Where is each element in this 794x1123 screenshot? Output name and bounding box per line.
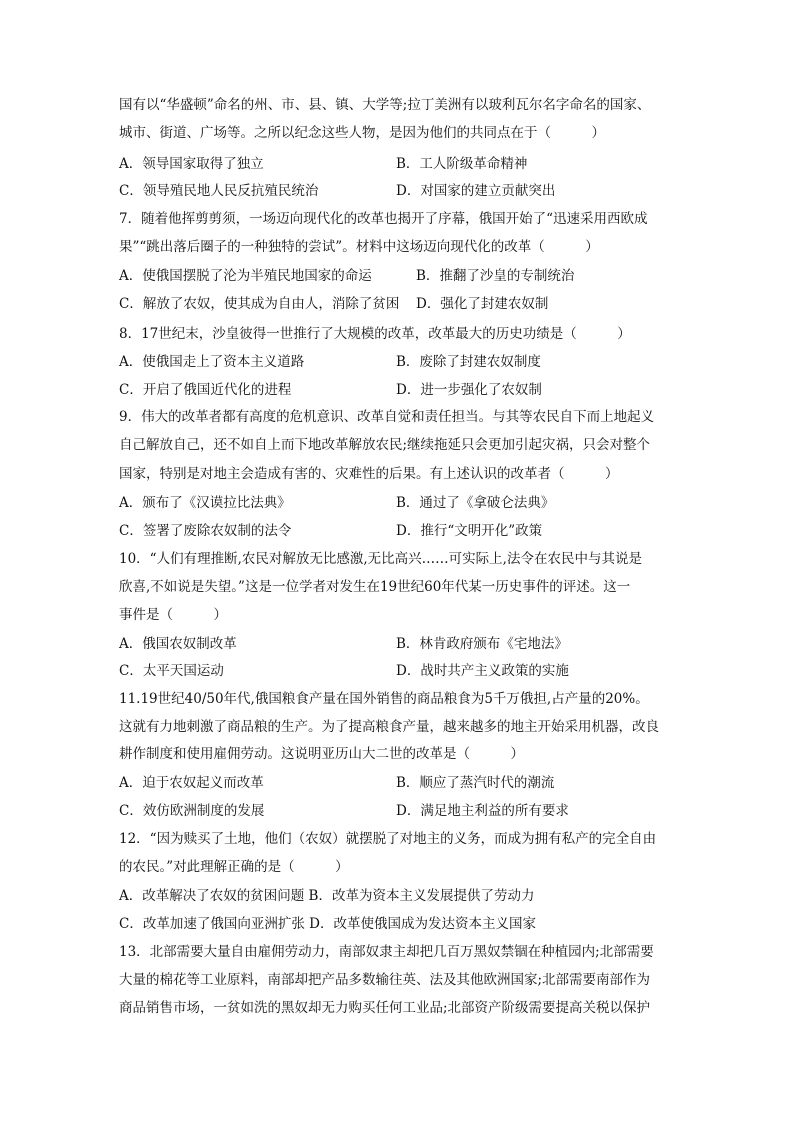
option: C．签署了废除农奴制的法令 <box>119 523 292 539</box>
question-text: 国家，特别是对地主会造成有害的、灾难性的后果。有上述认识的改革者（ ） <box>119 466 619 482</box>
question-text: 大量的棉花等工业原料，南部却把产品多数输往英、法及其他欧洲国家;北部需要南部作为 <box>119 972 651 988</box>
option: C．解放了农奴，使其成为自由人，消除了贫困 <box>119 296 400 312</box>
option: C．太平天国运动 <box>119 663 224 679</box>
question-text: 9．伟大的改革者都有高度的危机意识、改革自觉和责任担当。与其等农民自下而上地起义 <box>119 409 655 425</box>
question-text: 欣喜,不如说是失望。”这是一位学者对发生在19世纪60年代某一历史事件的评述。这一 <box>119 579 631 595</box>
question-text: 耕作制度和使用雇佣劳动。这说明亚历山大二世的改革是（ ） <box>119 746 524 762</box>
question-text: 的农民。”对此理解正确的是（ ） <box>119 859 349 875</box>
option: C．改革加速了俄国向亚洲扩张 D．改革使俄国成为发达资本主义国家 <box>119 916 536 932</box>
option: A．俄国农奴制改革 <box>119 636 237 652</box>
option: C．开启了俄国近代化的进程 <box>119 382 292 398</box>
option: B．推翻了沙皇的专制统治 <box>416 268 575 284</box>
option: D．满足地主利益的所有要求 <box>396 803 569 819</box>
text-line: 城市、街道、广场等。之所以纪念这些人物，是因为他们的共同点在于（ ） <box>119 125 605 141</box>
question-text: 这就有力地刺激了商品粮的生产。为了提高粮食产量，越来越多的地主开始采用机器，改良 <box>119 719 659 735</box>
question-text: 10．“人们有理推断,农民对解放无比感激,无比高兴……可实际上,法令在农民中与其说是 <box>119 551 642 567</box>
option: B．废除了封建农奴制度 <box>396 354 541 370</box>
option: A．改革解决了农奴的贫困问题 B．改革为资本主义发展提供了劳动力 <box>119 888 535 904</box>
question-text: 果”“跳出落后圈子的一种独特的尝试”。材料中这场迈向现代化的改革（ ） <box>119 239 599 255</box>
option: B．工人阶级革命精神 <box>396 156 528 172</box>
option: A．使俄国摆脱了沦为半殖民地国家的命运 <box>119 268 372 284</box>
option: D．推行“文明开化”政策 <box>396 523 543 539</box>
option: A．使俄国走上了资本主义道路 <box>119 354 305 370</box>
question-text: 11.19世纪40/50年代,俄国粮食产量在国外销售的商品粮食为5千万俄担,占产量的20%。 <box>119 691 649 707</box>
option: A．迫于农奴起义而改革 <box>119 775 264 791</box>
question-text: 事件是（ ） <box>119 607 227 623</box>
option: D．对国家的建立贡献突出 <box>396 183 556 199</box>
option: B．顺应了蒸汽时代的潮流 <box>396 775 555 791</box>
option: B．通过了《拿破仑法典》 <box>396 495 555 511</box>
option: C．效仿欧洲制度的发展 <box>119 803 265 819</box>
question-text: 12．“因为赎买了土地，他们（农奴）就摆脱了对地主的义务，而成为拥有私产的完全自由 <box>119 831 657 847</box>
option: B．林肯政府颁布《宅地法》 <box>396 636 568 652</box>
option: C．领导殖民地人民反抗殖民统治 <box>119 183 319 199</box>
option: D．进一步强化了农奴制 <box>396 382 542 398</box>
question-text: 8．17世纪末，沙皇彼得一世推行了大规模的改革，改革最大的历史功绩是（ ） <box>119 326 631 342</box>
option: A．颁布了《汉谟拉比法典》 <box>119 495 291 511</box>
question-text: 自己解放自己，还不如自上而下地改革解放农民;继续拖延只会更加引起灾祸，只会对整个 <box>119 437 651 453</box>
question-text: 商品销售市场，一贫如洗的黑奴却无力购买任何工业品;北部资产阶级需要提高关税以保护 <box>119 1000 651 1016</box>
option: A．领导国家取得了独立 <box>119 156 264 172</box>
option: D．战时共产主义政策的实施 <box>396 663 569 679</box>
option: D．强化了封建农奴制 <box>416 296 549 312</box>
question-text: 13．北部需要大量自由雇佣劳动力，南部奴隶主却把几百万黑奴禁锢在种植园内;北部需要 <box>119 944 654 960</box>
question-text: 7．随着他挥剪剪须，一场迈向现代化的改革也揭开了序幕，俄国开始了“迅速采用西欧成 <box>119 211 648 227</box>
text-line: 国有以“华盛顿”命名的州、市、县、镇、大学等;拉丁美洲有以玻利瓦尔名字命名的国家、 <box>119 97 651 113</box>
